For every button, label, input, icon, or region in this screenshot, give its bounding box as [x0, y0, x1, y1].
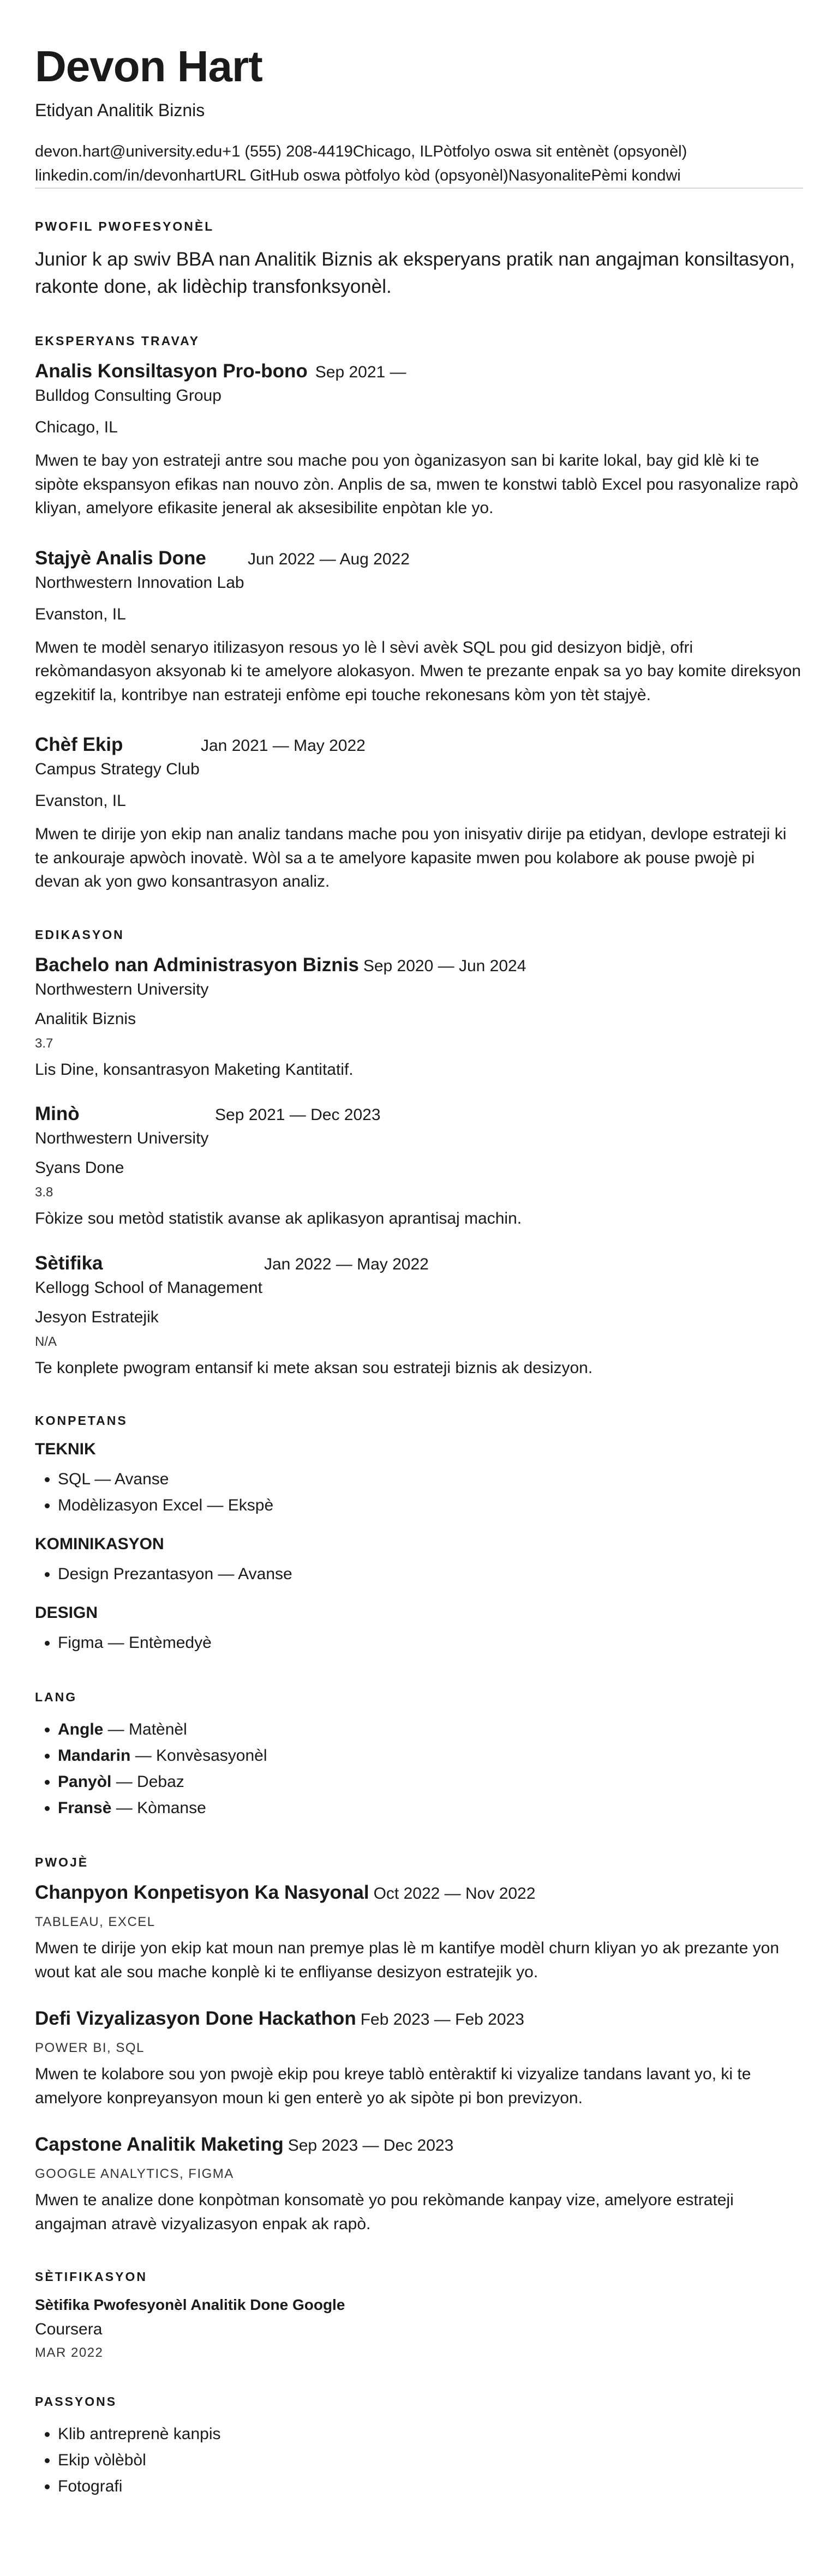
job-date: Jun 2022 — Aug 2022 — [248, 550, 410, 568]
skill-item: • SQL — Avanse — [58, 1466, 803, 1492]
experience-entry — [35, 360, 803, 520]
resume-name: Devon Hart — [35, 42, 262, 91]
skill-list — [35, 1561, 803, 1587]
job-title: Chèf Ekip — [35, 734, 123, 756]
skill-item: • Figma — Entèmedyè — [58, 1630, 803, 1656]
certification-date: MAR 2022 — [35, 2345, 104, 2361]
job-location: Evanston, IL — [35, 792, 126, 810]
language-name: Panyòl — [58, 1773, 112, 1791]
education-entry — [35, 1253, 803, 1380]
drivers-license: Pèmi kondwi — [591, 166, 681, 184]
phone-number: +1 (555) 208-4419 — [222, 143, 353, 160]
entry-header — [35, 2134, 803, 2156]
company: Campus Strategy Club — [35, 760, 200, 779]
location: Chicago, IL — [352, 143, 433, 160]
job-description: Mwen te bay yon estrateji antre sou mache pou yon òganizasyon san bi karite lokal, bay gid klè ki te sipòte ekspansyon efikas nan nouvo zòn. Anplis de sa, mwen te konstwi tablò Excel pou rasyonalize rapò kliyan, amelyore efikasite jeneral ak aksesibilite enpòtan kle yo. — [35, 452, 799, 517]
school: Northwestern University — [35, 1129, 209, 1148]
skill-item: • Modèlizasyon Excel — Ekspè — [58, 1492, 803, 1519]
language-item: • Angle — Matènèl — [58, 1717, 803, 1743]
project-description: Mwen te dirije yon ekip kat moun nan premye plas lè m kantifye modèl churn kliyan yo ak prezante yon wout kat ale sou mache konplè ki te enfliyanse desizyon estratejik yo. — [35, 1939, 780, 1981]
language-level: Konvèsasyonèl — [156, 1747, 267, 1765]
contact-line-1 — [35, 140, 803, 164]
section-heading: SÈTIFIKASYON — [35, 2270, 147, 2284]
certification-issuer: Coursera — [35, 2320, 103, 2339]
github-placeholder: URL GitHub oswa pòtfolyo kòd (opsyonèl) — [214, 166, 508, 184]
gpa: 3.8 — [35, 1185, 53, 1200]
degree: Minò — [35, 1103, 80, 1125]
education-section — [35, 928, 803, 1380]
entry-header — [35, 2008, 803, 2030]
project-entry — [35, 2134, 803, 2236]
language-list — [35, 1717, 803, 1821]
hobby-list — [35, 2421, 803, 2500]
skill-category: TEKNIK — [35, 1440, 96, 1459]
job-title: Analis Konsiltasyon Pro-bono — [35, 360, 308, 382]
field-of-study: Jesyon Estratejik — [35, 1308, 159, 1326]
edu-date: Sep 2021 — Dec 2023 — [215, 1106, 381, 1124]
language-name: Fransè — [58, 1799, 112, 1817]
certification-title: Sètifika Pwofesyonèl Analitik Done Google — [35, 2296, 345, 2314]
edu-date: Jan 2022 — May 2022 — [264, 1255, 429, 1273]
resume-title: Etidyan Analitik Biznis — [35, 100, 205, 120]
language-item: • Mandarin — Konvèsasyonèl — [58, 1743, 803, 1769]
header-divider — [35, 188, 803, 189]
projects-section — [35, 1855, 803, 2236]
degree: Sètifika — [35, 1252, 103, 1274]
entry-header — [35, 1103, 803, 1125]
hobby-item: • Klib antreprenè kanpis — [58, 2421, 803, 2447]
section-heading: EKSPERYANS TRAVAY — [35, 334, 200, 348]
section-heading: KONPETANS — [35, 1413, 128, 1428]
company: Northwestern Innovation Lab — [35, 573, 244, 592]
school: Kellogg School of Management — [35, 1278, 262, 1297]
experience-entry — [35, 734, 803, 894]
project-date: Feb 2023 — Feb 2023 — [360, 2011, 524, 2029]
gpa: N/A — [35, 1334, 57, 1349]
job-location: Chicago, IL — [35, 418, 118, 437]
job-date: Jan 2021 — May 2022 — [201, 737, 366, 755]
linkedin-link[interactable]: linkedin.com/in/devonhart — [35, 166, 214, 184]
job-location: Evanston, IL — [35, 605, 126, 623]
project-title: Defi Vizyalizasyon Done Hackathon — [35, 2008, 356, 2030]
email-link[interactable]: devon.hart@university.edu — [35, 143, 223, 160]
gpa: 3.7 — [35, 1036, 53, 1051]
skill-list — [35, 1466, 803, 1519]
portfolio-placeholder: Pòtfolyo oswa sit entènèt (opsyonèl) — [433, 143, 687, 160]
entry-header — [35, 954, 803, 976]
hobby-item: • Ekip vòlèbòl — [58, 2447, 803, 2473]
entry-header — [35, 547, 803, 569]
degree: Bachelo nan Administrasyon Biznis — [35, 954, 359, 976]
project-title: Capstone Analitik Maketing — [35, 2134, 284, 2156]
company: Bulldog Consulting Group — [35, 387, 222, 405]
language-item: • Fransè — Kòmanse — [58, 1795, 803, 1821]
skill-category: DESIGN — [35, 1604, 98, 1622]
project-tools: TABLEAU, EXCEL — [35, 1915, 155, 1930]
project-date: Oct 2022 — Nov 2022 — [373, 1885, 536, 1903]
experience-section — [35, 334, 803, 894]
contact-line-2 — [35, 164, 803, 188]
edu-description: Fòkize sou metòd statistik avanse ak aplikasyon aprantisaj machin. — [35, 1209, 522, 1228]
language-level: Matènèl — [129, 1720, 187, 1739]
edu-description: Te konplete pwogram entansif ki mete aksan sou estrateji biznis ak desizyon. — [35, 1358, 593, 1377]
certifications-section — [35, 2270, 803, 2361]
language-level: Debaz — [137, 1773, 184, 1791]
entry-header — [35, 360, 803, 382]
experience-entry — [35, 547, 803, 707]
edu-description: Lis Dine, konsantrasyon Maketing Kantitatif. — [35, 1060, 354, 1079]
section-heading: PASSYONS — [35, 2394, 117, 2409]
education-entry — [35, 1103, 803, 1231]
section-heading: LANG — [35, 1690, 77, 1705]
project-description: Mwen te analize done konpòtman konsomatè yo pou rekòmande kanpay vize, amelyore estrateji angajman atravè vizyalizasyon enpak ak rapò. — [35, 2191, 734, 2233]
language-level: Kòmanse — [137, 1799, 206, 1817]
language-item: • Panyòl — Debaz — [58, 1769, 803, 1795]
school: Northwestern University — [35, 980, 209, 998]
entry-header — [35, 1882, 803, 1904]
skill-item: • Design Prezantasyon — Avanse — [58, 1561, 803, 1587]
project-title: Chanpyon Konpetisyon Ka Nasyonal — [35, 1882, 369, 1904]
job-description: Mwen te dirije yon ekip nan analiz tandans mache pou yon inisyativ dirije pa etidyan, devlope estrateji ki te ankouraje apwòch inovatè. Wòl sa a te amelyore kapasite mwen pou kolabore ak pouse pwojè pi devan ak yon gwo konsantrasyon analiz. — [35, 825, 787, 891]
contact-info — [35, 140, 803, 188]
field-of-study: Analitik Biznis — [35, 1009, 136, 1028]
section-heading: PWOJÈ — [35, 1855, 89, 1870]
language-name: Angle — [58, 1720, 104, 1739]
skill-list — [35, 1630, 803, 1656]
entry-header — [35, 1253, 803, 1274]
language-name: Mandarin — [58, 1747, 131, 1765]
section-heading: EDIKASYON — [35, 927, 124, 942]
nationality: Nasyonalite — [508, 166, 591, 184]
section-heading: PWOFIL PWOFESYONÈL — [35, 219, 214, 233]
project-entry — [35, 1882, 803, 1984]
project-tools: POWER BI, SQL — [35, 2041, 145, 2056]
project-entry — [35, 2008, 803, 2110]
summary-text: Junior k ap swiv BBA nan Analitik Biznis ak eksperyans pratik nan angajman konsiltasyon, rakonte done, ak lidèchip transfonksyonèl. — [35, 249, 795, 297]
job-description: Mwen te modèl senaryo itilizasyon resous yo lè l sèvi avèk SQL pou gid desizyon bidjè, ofri rekòmandasyon aksyonab ki te amelyore alokasyon. Mwen te prezante enpak sa yo bay komite direksyon egzekitif la, kontribye nan estrateji enfòme epi touche rekonesans kòm yon tèt stajyè. — [35, 638, 801, 704]
hobby-item: • Fotografi — [58, 2473, 803, 2500]
edu-date: Sep 2020 — Jun 2024 — [363, 956, 526, 975]
hobbies-section — [35, 2394, 803, 2500]
field-of-study: Syans Done — [35, 1159, 124, 1177]
education-entry — [35, 954, 803, 1082]
skills-section — [35, 1413, 803, 1656]
summary-section — [35, 219, 803, 300]
project-description: Mwen te kolabore sou yon pwojè ekip pou kreye tablò entèraktif ki vizyalize tandans lavant yo, ki te amelyore konpreyansyon moun ki gen enterè yo ak sipòte pi bon previzyon. — [35, 2065, 751, 2107]
project-date: Sep 2023 — Dec 2023 — [288, 2136, 454, 2155]
job-title: Stajyè Analis Done — [35, 547, 206, 569]
languages-section — [35, 1690, 803, 1821]
project-tools: GOOGLE ANALYTICS, FIGMA — [35, 2166, 234, 2182]
skill-category: KOMINIKASYON — [35, 1535, 164, 1554]
entry-header — [35, 734, 803, 756]
job-date: Sep 2021 — — [315, 363, 406, 382]
